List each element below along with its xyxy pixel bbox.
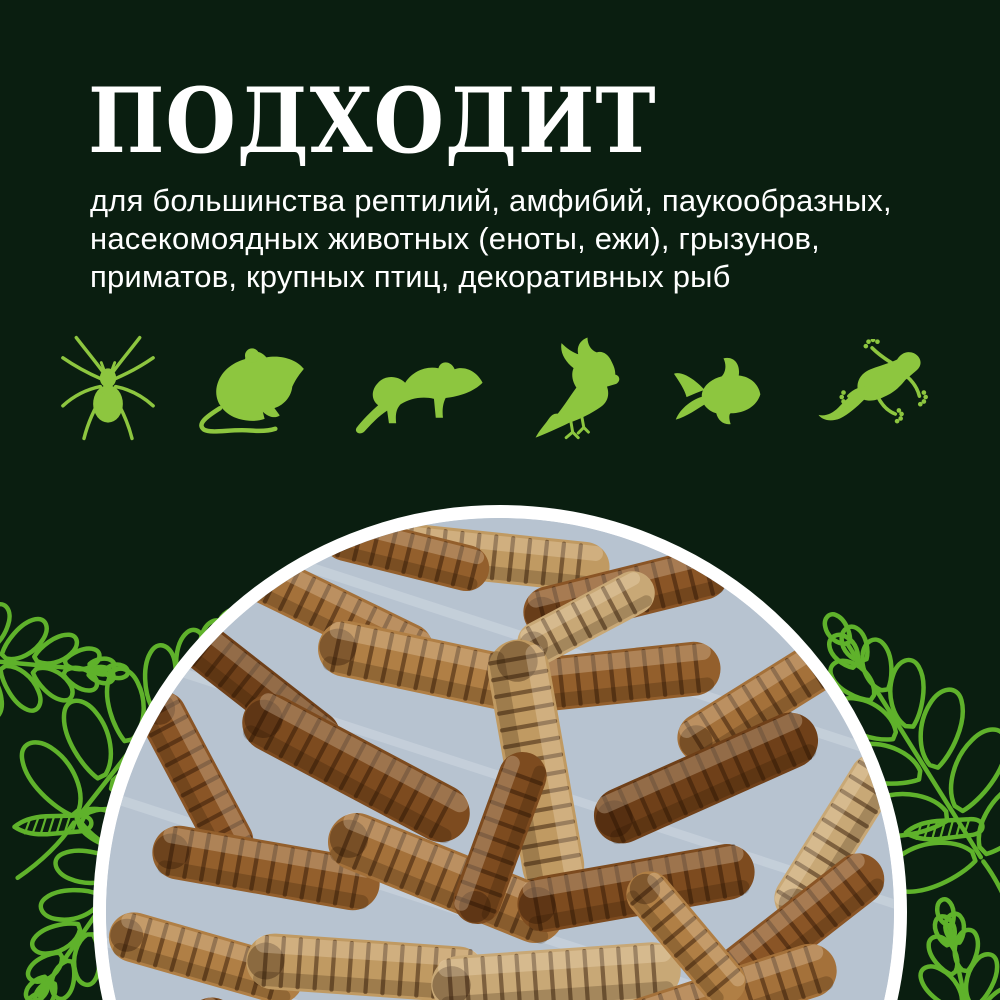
description-line-2: насекомоядных животных (еноты, ежи), грызунов, [90,221,820,256]
ferret-icon [350,344,490,434]
spider-icon [60,332,156,446]
rat-icon [195,342,311,436]
grub-sketch-right [905,817,983,842]
goldfish-icon [671,344,775,434]
animal-icons-row [60,328,940,450]
leaf-left-upper [0,585,134,739]
description-line-3: приматов, крупных птиц, декоративных рыб [90,259,731,294]
gecko-icon [814,339,940,439]
page-title: ПОДХОДИТ [88,68,657,174]
cockatiel-icon [530,334,632,444]
description-text [90,182,892,296]
description-line-1: для большинства рептилий, амфибий, паукообразных, [90,183,892,218]
